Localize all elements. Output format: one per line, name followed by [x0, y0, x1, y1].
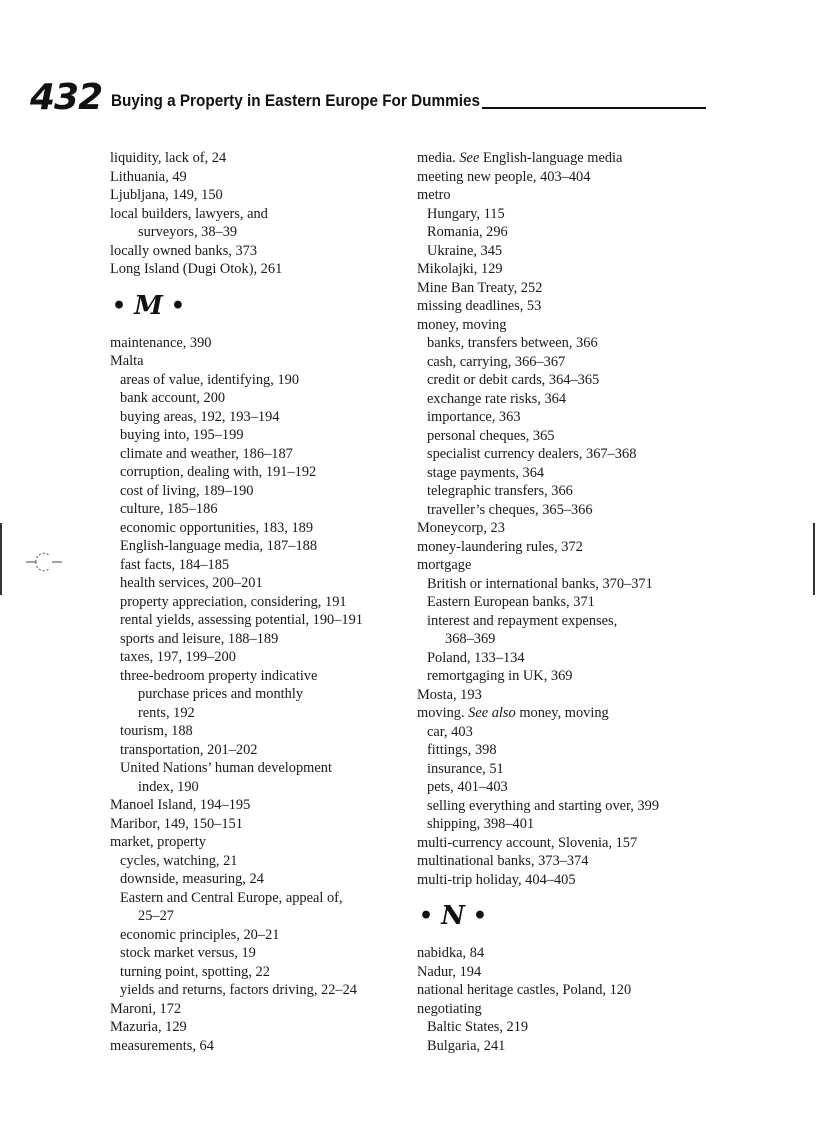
index-entry: credit or debit cards, 364–365 — [427, 372, 600, 388]
index-entry: economic opportunities, 183, 189 — [120, 519, 314, 536]
index-entry: money, moving — [417, 316, 507, 333]
index-entry: liquidity, lack of, 24 — [110, 150, 227, 166]
index-entry: maintenance, 390 — [110, 334, 212, 351]
section-letter: M — [134, 290, 163, 321]
index-entry: Hungary, 115 — [427, 205, 505, 222]
index-entry: importance, 363 — [427, 409, 521, 425]
index-entry: interest and repayment expenses, — [427, 612, 618, 629]
crop-mark-icon — [26, 548, 62, 576]
index-entry-text: media. — [417, 150, 460, 166]
index-entry: Maroni, 172 — [110, 1000, 182, 1017]
index-entry: stock market versus, 19 — [120, 945, 256, 961]
index-entry: three-bedroom property indicative — [120, 667, 318, 684]
index-entry: traveller’s cheques, 365–366 — [427, 501, 593, 518]
page-number: 432 — [30, 77, 103, 118]
index-entry: Nadur, 194 — [417, 963, 482, 980]
index-entry: climate and weather, 186–187 — [120, 445, 293, 462]
index-entry: Mikolajki, 129 — [417, 261, 503, 277]
index-entry — [417, 149, 659, 168]
index-entry: negotiating — [417, 1000, 482, 1017]
index-entry: property appreciation, considering, 191 — [120, 593, 347, 610]
margin-mark-left — [0, 523, 2, 595]
index-entry: Ljubljana, 149, 150 — [110, 187, 223, 203]
index-entry: measurements, 64 — [110, 1037, 214, 1054]
index-entry: corruption, dealing with, 191–192 — [120, 464, 317, 480]
index-entry: cost of living, 189–190 — [120, 482, 254, 499]
index-entry: Mine Ban Treaty, 252 — [417, 279, 543, 296]
index-entry: Moneycorp, 23 — [417, 520, 505, 536]
index-entry: multinational banks, 373–374 — [417, 853, 589, 869]
index-entry: economic principles, 20–21 — [120, 926, 280, 943]
index-entry: personal cheques, 365 — [427, 427, 555, 444]
index-entry: Long Island (Dugi Otok), 261 — [110, 261, 283, 277]
index-entry: Mazuria, 129 — [110, 1019, 187, 1035]
section-bullet-icon: • — [472, 903, 487, 930]
index-entry: Mosta, 193 — [417, 686, 482, 703]
index-entry: health services, 200–201 — [120, 575, 263, 591]
index-entry: bank account, 200 — [120, 390, 226, 406]
index-entry: multi-trip holiday, 404–405 — [417, 871, 576, 888]
running-title: Buying a Property in Eastern Europe For Dummies — [111, 91, 480, 110]
index-entry: metro — [417, 187, 451, 203]
section-letter: N — [441, 901, 465, 932]
index-entry: Lithuania, 49 — [110, 168, 187, 185]
index-entry: rental yields, assessing potential, 190–191 — [120, 612, 364, 628]
index-entry: money-laundering rules, 372 — [417, 538, 583, 555]
index-entry: remortgaging in UK, 369 — [427, 668, 573, 684]
index-entry: cycles, watching, 21 — [120, 852, 238, 869]
index-entry: United Nations’ human development — [120, 760, 332, 776]
index-entry: pets, 401–403 — [427, 779, 508, 795]
index-entry: nabidka, 84 — [417, 945, 485, 961]
index-entry: downside, measuring, 24 — [120, 871, 264, 887]
index-entry: market, property — [110, 834, 206, 850]
index-entry: locally owned banks, 373 — [110, 242, 258, 259]
index-entry: culture, 185–186 — [120, 501, 218, 517]
section-heading-n — [417, 898, 659, 935]
index-entry: taxes, 197, 199–200 — [120, 649, 236, 665]
margin-mark-right — [813, 523, 815, 595]
index-entry: car, 403 — [427, 723, 473, 740]
cross-reference-label: See — [459, 150, 480, 166]
index-entry: Romania, 296 — [427, 224, 508, 240]
index-entry: meeting new people, 403–404 — [417, 168, 591, 185]
index-entry: Maribor, 149, 150–151 — [110, 815, 243, 832]
index-entry: Bulgaria, 241 — [427, 1037, 506, 1054]
index-entry: Poland, 133–134 — [427, 649, 525, 666]
index-entry — [417, 704, 659, 723]
cross-reference-label: See also — [468, 705, 516, 721]
index-entry: sports and leisure, 188–189 — [120, 630, 279, 647]
index-entry: purchase prices and monthly — [138, 686, 304, 702]
index-entry: Manoel Island, 194–195 — [110, 797, 251, 813]
section-bullet-icon: • — [419, 903, 434, 930]
section-bullet-icon: • — [112, 292, 127, 319]
index-entry: buying into, 195–199 — [120, 427, 244, 443]
index-column-left — [110, 149, 363, 1055]
index-entry: buying areas, 192, 193–194 — [120, 408, 280, 425]
index-entry: stage payments, 364 — [427, 464, 545, 481]
index-entry: missing deadlines, 53 — [417, 298, 542, 314]
cross-reference-target: money, moving — [515, 705, 609, 721]
header-rule — [482, 107, 706, 109]
index-entry: national heritage castles, Poland, 120 — [417, 982, 632, 998]
index-entry: 368–369 — [445, 631, 496, 647]
index-entry: transportation, 201–202 — [120, 741, 258, 758]
index-entry: insurance, 51 — [427, 760, 504, 777]
index-entry: exchange rate risks, 364 — [427, 390, 567, 407]
index-entry: areas of value, identifying, 190 — [120, 371, 300, 388]
index-entry: Eastern and Central Europe, appeal of, — [120, 889, 343, 906]
index-entry: multi-currency account, Slovenia, 157 — [417, 834, 638, 851]
index-entry: Malta — [110, 353, 144, 369]
cross-reference-target: English-language media — [479, 150, 623, 166]
index-entry: turning point, spotting, 22 — [120, 963, 270, 980]
index-entry: fittings, 398 — [427, 742, 497, 758]
index-entry: fast facts, 184–185 — [120, 556, 230, 573]
index-entry: English-language media, 187–188 — [120, 538, 318, 554]
index-entry: index, 190 — [138, 778, 199, 795]
index-entry: surveyors, 38–39 — [138, 224, 238, 240]
index-entry: shipping, 398–401 — [427, 816, 535, 832]
index-entry: Ukraine, 345 — [427, 242, 503, 259]
index-entry: specialist currency dealers, 367–368 — [427, 446, 637, 462]
index-entry: selling everything and starting over, 399 — [427, 797, 660, 814]
index-entry: Eastern European banks, 371 — [427, 594, 595, 610]
index-entry: tourism, 188 — [120, 723, 193, 739]
index-entry: yields and returns, factors driving, 22–24 — [120, 982, 357, 998]
index-entry: telegraphic transfers, 366 — [427, 483, 573, 499]
index-entry: 25–27 — [138, 908, 174, 924]
index-entry: British or international banks, 370–371 — [427, 575, 653, 592]
section-bullet-icon: • — [170, 292, 185, 319]
index-column-right — [417, 149, 659, 1055]
section-heading-m — [110, 288, 363, 325]
index-entry: Baltic States, 219 — [427, 1019, 529, 1035]
index-entry: mortgage — [417, 557, 472, 573]
index-entry: rents, 192 — [138, 704, 195, 721]
index-entry: local builders, lawyers, and — [110, 205, 268, 222]
index-entry: cash, carrying, 366–367 — [427, 353, 566, 370]
index-entry: banks, transfers between, 366 — [427, 335, 598, 351]
index-entry-text: moving. — [417, 705, 469, 721]
